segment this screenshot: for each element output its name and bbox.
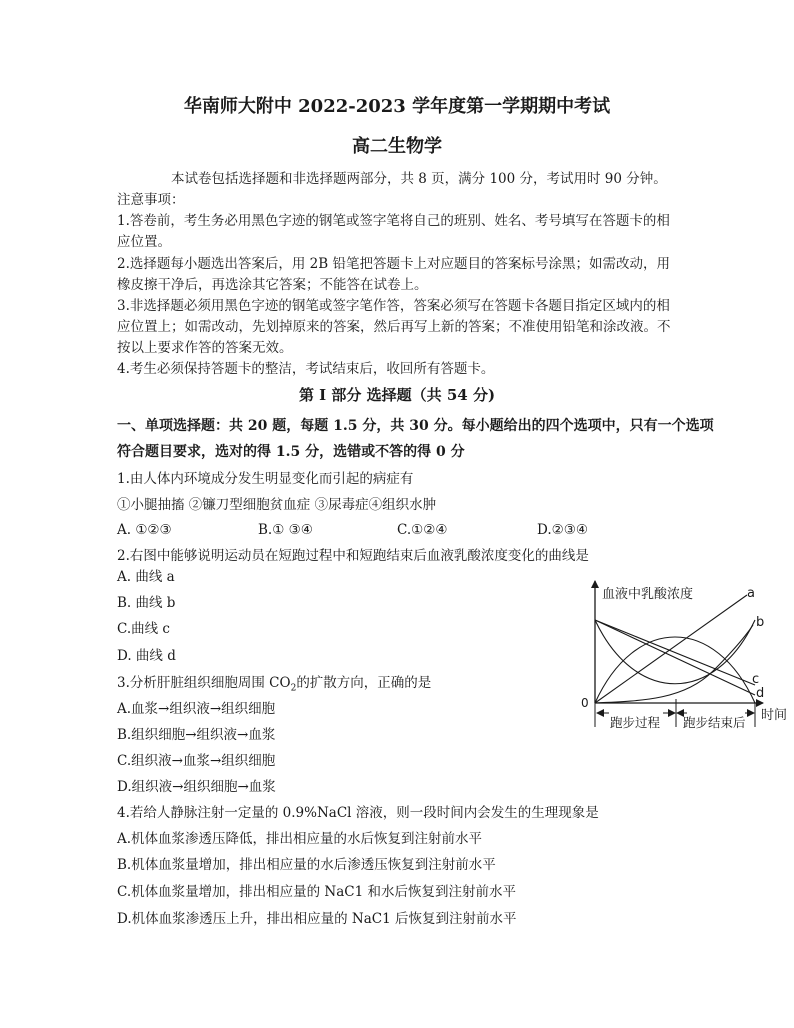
note-4: 4.考生必须保持答题卡的整洁，考试结束后，收回所有答题卡。	[117, 361, 495, 377]
note-3-line-1: 3.非选择题必须用黑色字迹的钢笔或签字笔作答，答案必须写在答题卡各题目指定区域内的相	[117, 298, 670, 314]
question-2-option-a: A. 曲线 a	[117, 569, 175, 585]
note-3-line-3: 按以上要求作答的答案无效。	[117, 340, 293, 356]
y-axis-label: 血液中乳酸浓度	[602, 587, 694, 602]
part-1-instruction-line-2: 符合题目要求，选对的得 1.5 分，选错或不答的得 0 分	[117, 444, 465, 460]
question-1-option-b: B.① ③④	[258, 522, 313, 538]
question-3-option-d: D.组织液→组织细胞→血浆	[117, 779, 276, 795]
x-axis-label: 时间	[761, 708, 788, 723]
notes-heading: 注意事项：	[117, 192, 185, 208]
question-1-stem: 1.由人体内环境成分发生明显变化而引起的病症有	[117, 471, 414, 487]
part-1-instruction-line-1: 一、单项选择题：共 20 题，每题 1.5 分，共 30 分。每小题给出的四个选项中，只有一个选项	[117, 418, 714, 434]
question-4-stem: 4.若给人静脉注射一定量的 0.9%NaCl 溶液，则一段时间内会发生的生理现象是	[117, 805, 599, 821]
question-3-stem-pre: 3.分析肝脏组织细胞周围 CO	[117, 675, 291, 691]
question-2-option-b: B. 曲线 b	[117, 595, 176, 611]
intro-text: 本试卷包括选择题和非选择题两部分，共 8 页，满分 100 分，考试用时 90 分钟。	[171, 171, 667, 187]
question-3-option-b: B.组织细胞→组织液→血浆	[117, 727, 276, 743]
question-3-subscript: 2	[290, 683, 297, 694]
origin-label: 0	[581, 696, 589, 710]
curve-b-label: b	[756, 615, 765, 630]
question-4-option-c: C.机体血浆量增加，排出相应量的 NaC1 和水后恢复到注射前水平	[117, 884, 517, 900]
lactic-acid-figure	[575, 575, 790, 735]
curve-d-label: d	[756, 686, 765, 701]
question-4-option-a: A.机体血浆渗透压降低，排出相应量的水后恢复到注射前水平	[117, 831, 483, 847]
curve-c-label: c	[752, 672, 760, 687]
question-3-stem-post: 的扩散方向，正确的是	[296, 675, 432, 691]
question-4-option-b: B.机体血浆量增加，排出相应量的水后渗透压恢复到注射前水平	[117, 857, 496, 873]
part-1-title: 第 I 部分 选择题（共 54 分)	[298, 386, 496, 404]
note-1-line-2: 应位置。	[117, 234, 171, 250]
question-1-items: ①小腿抽搐 ②镰刀型细胞贫血症 ③尿毒症④组织水肿	[117, 497, 437, 513]
note-1-line-1: 1.答卷前，考生务必用黑色字迹的钢笔或签字笔将自己的班别、姓名、考号填写在答题卡的相	[117, 213, 670, 229]
phase-2-label: 跑步结束后	[683, 715, 746, 730]
question-3-stem	[117, 674, 431, 698]
phase-1-label: 跑步过程	[610, 715, 661, 730]
question-1-option-c: C.①②④	[397, 522, 448, 538]
question-3-option-a: A.血浆→组织液→组织细胞	[117, 701, 276, 717]
note-3-line-2: 应位置上；如需改动，先划掉原来的答案，然后再写上新的答案；不准使用铅笔和涂改液。不	[117, 319, 671, 335]
question-2-option-c: C.曲线 c	[117, 621, 170, 637]
note-2-line-2: 橡皮擦干净后，再选涂其它答案；不能答在试卷上。	[117, 277, 428, 293]
exam-subject: 高二生物学	[352, 136, 442, 157]
question-2-option-d: D. 曲线 d	[117, 648, 176, 664]
question-1-option-d: D.②③④	[537, 522, 588, 538]
curve-a	[595, 595, 747, 703]
question-1-option-a: A. ①②③	[117, 522, 172, 538]
note-2-line-1: 2.选择题每小题选出答案后，用 2B 铅笔把答题卡上对应题目的答案标号涂黑；如需改动，用	[117, 256, 670, 272]
question-4-option-d: D.机体血浆渗透压上升，排出相应量的 NaC1 后恢复到注射前水平	[117, 911, 517, 927]
curve-a-label: a	[747, 586, 755, 601]
question-3-option-c: C.组织液→血浆→组织细胞	[117, 753, 276, 769]
question-2-stem: 2.右图中能够说明运动员在短跑过程中和短跑结束后血液乳酸浓度变化的曲线是	[117, 548, 589, 564]
exam-title: 华南师大附中 2022-2023 学年度第一学期期中考试	[183, 96, 611, 117]
